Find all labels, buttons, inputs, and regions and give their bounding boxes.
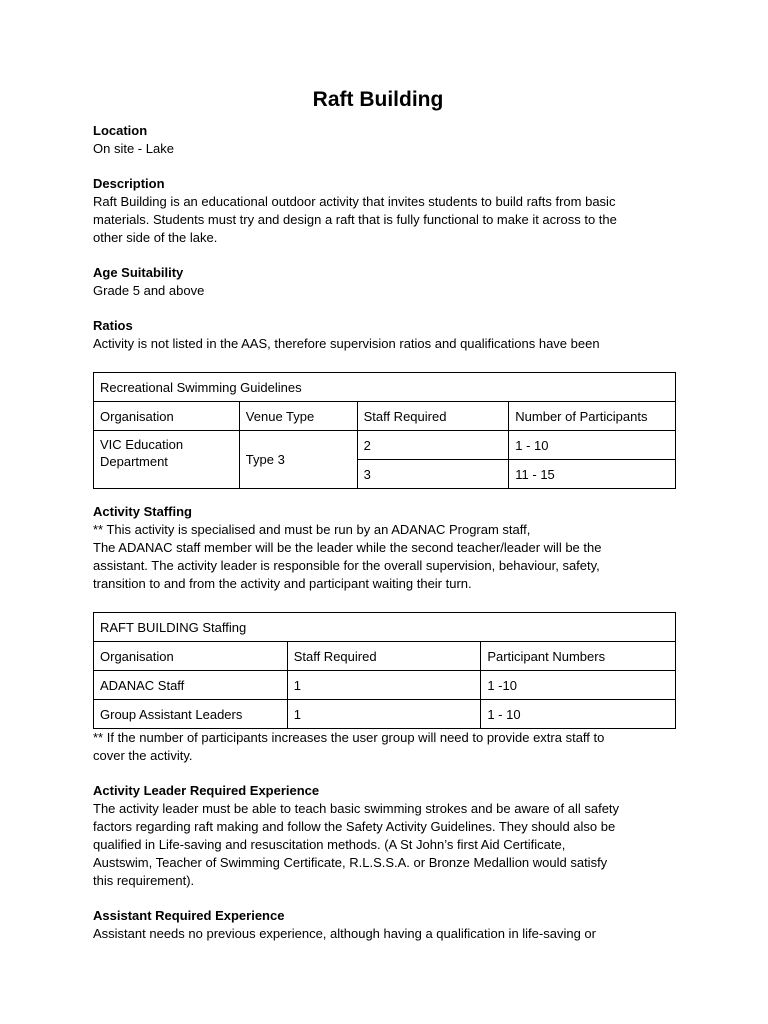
participants-cell: 1 -10 [481, 671, 676, 700]
description-line: materials. Students must try and design a raft that is fully functional to make it across to the [93, 212, 617, 227]
organisation-line: Department [100, 454, 168, 469]
assistant-experience-line: Assistant needs no previous experience, although having a qualification in life-saving or [93, 926, 596, 941]
ratios-heading: Ratios [93, 318, 133, 333]
age-text: Grade 5 and above [93, 283, 205, 298]
leader-experience-line: The activity leader must be able to teach basic swimming strokes and be aware of all safety [93, 801, 620, 816]
location-heading: Location [93, 123, 148, 138]
staffing-line: assistant. The activity leader is responsible for the overall supervision, behaviour, safety, [93, 558, 600, 573]
column-header: Venue Type [239, 402, 357, 431]
note-line: ** If the number of participants increases the user group will need to provide extra staff to [93, 730, 605, 745]
participants-cell: 1 - 10 [509, 431, 676, 460]
organisation-cell [94, 431, 240, 489]
column-header: Staff Required [357, 402, 509, 431]
leader-experience-line: this requirement). [93, 873, 195, 888]
page-title: Raft Building [312, 88, 444, 111]
organisation-line: VIC Education [100, 437, 184, 452]
age-heading: Age Suitability [93, 265, 184, 280]
staff-cell: 1 [287, 700, 481, 729]
leader-experience-line: qualified in Life-saving and resuscitation methods. (A St John’s first Aid Certificate, [93, 837, 566, 852]
location-text: On site - Lake [93, 141, 174, 156]
venue-cell: Type 3 [239, 431, 357, 489]
staff-cell: 3 [357, 460, 509, 489]
description-heading: Description [93, 176, 165, 191]
staffing-line: transition to and from the activity and participant waiting their turn. [93, 576, 472, 591]
column-header: Number of Participants [509, 402, 676, 431]
leader-experience-line: factors regarding raft making and follow the Safety Activity Guidelines. They should also be [93, 819, 616, 834]
table-caption-row [94, 373, 676, 402]
table-header-row [94, 642, 676, 671]
column-header: Staff Required [287, 642, 481, 671]
note-line: cover the activity. [93, 748, 193, 763]
participants-cell: 1 - 10 [481, 700, 676, 729]
leader-experience-line: Austswim, Teacher of Swimming Certificate, R.L.S.S.A. or Bronze Medallion would satisfy [93, 855, 608, 870]
organisation-cell: ADANAC Staff [94, 671, 288, 700]
ratios-text: Activity is not listed in the AAS, therefore supervision ratios and qualifications have been [93, 336, 600, 351]
assistant-experience-heading: Assistant Required Experience [93, 908, 285, 923]
table-caption: Recreational Swimming Guidelines [94, 373, 676, 402]
swimming-guidelines-table [93, 372, 676, 489]
description-line: Raft Building is an educational outdoor activity that invites students to build rafts from basic [93, 194, 616, 209]
column-header: Participant Numbers [481, 642, 676, 671]
participants-cell: 11 - 15 [509, 460, 676, 489]
table-caption: RAFT BUILDING Staffing [94, 613, 676, 642]
raft-staffing-table [93, 612, 676, 729]
table-caption-row [94, 613, 676, 642]
table-row [94, 431, 676, 460]
leader-experience-heading: Activity Leader Required Experience [93, 783, 320, 798]
table-row [94, 671, 676, 700]
column-header: Organisation [94, 642, 288, 671]
document-content [93, 86, 683, 943]
staffing-heading: Activity Staffing [93, 504, 192, 519]
column-header: Organisation [94, 402, 240, 431]
description-line: other side of the lake. [93, 230, 218, 245]
staffing-line: The ADANAC staff member will be the leader while the second teacher/leader will be the [93, 540, 602, 555]
staff-cell: 2 [357, 431, 509, 460]
staffing-line: ** This activity is specialised and must be run by an ADANAC Program staff, [93, 522, 531, 537]
organisation-cell: Group Assistant Leaders [94, 700, 288, 729]
table-header-row [94, 402, 676, 431]
table-row [94, 700, 676, 729]
staff-cell: 1 [287, 671, 481, 700]
